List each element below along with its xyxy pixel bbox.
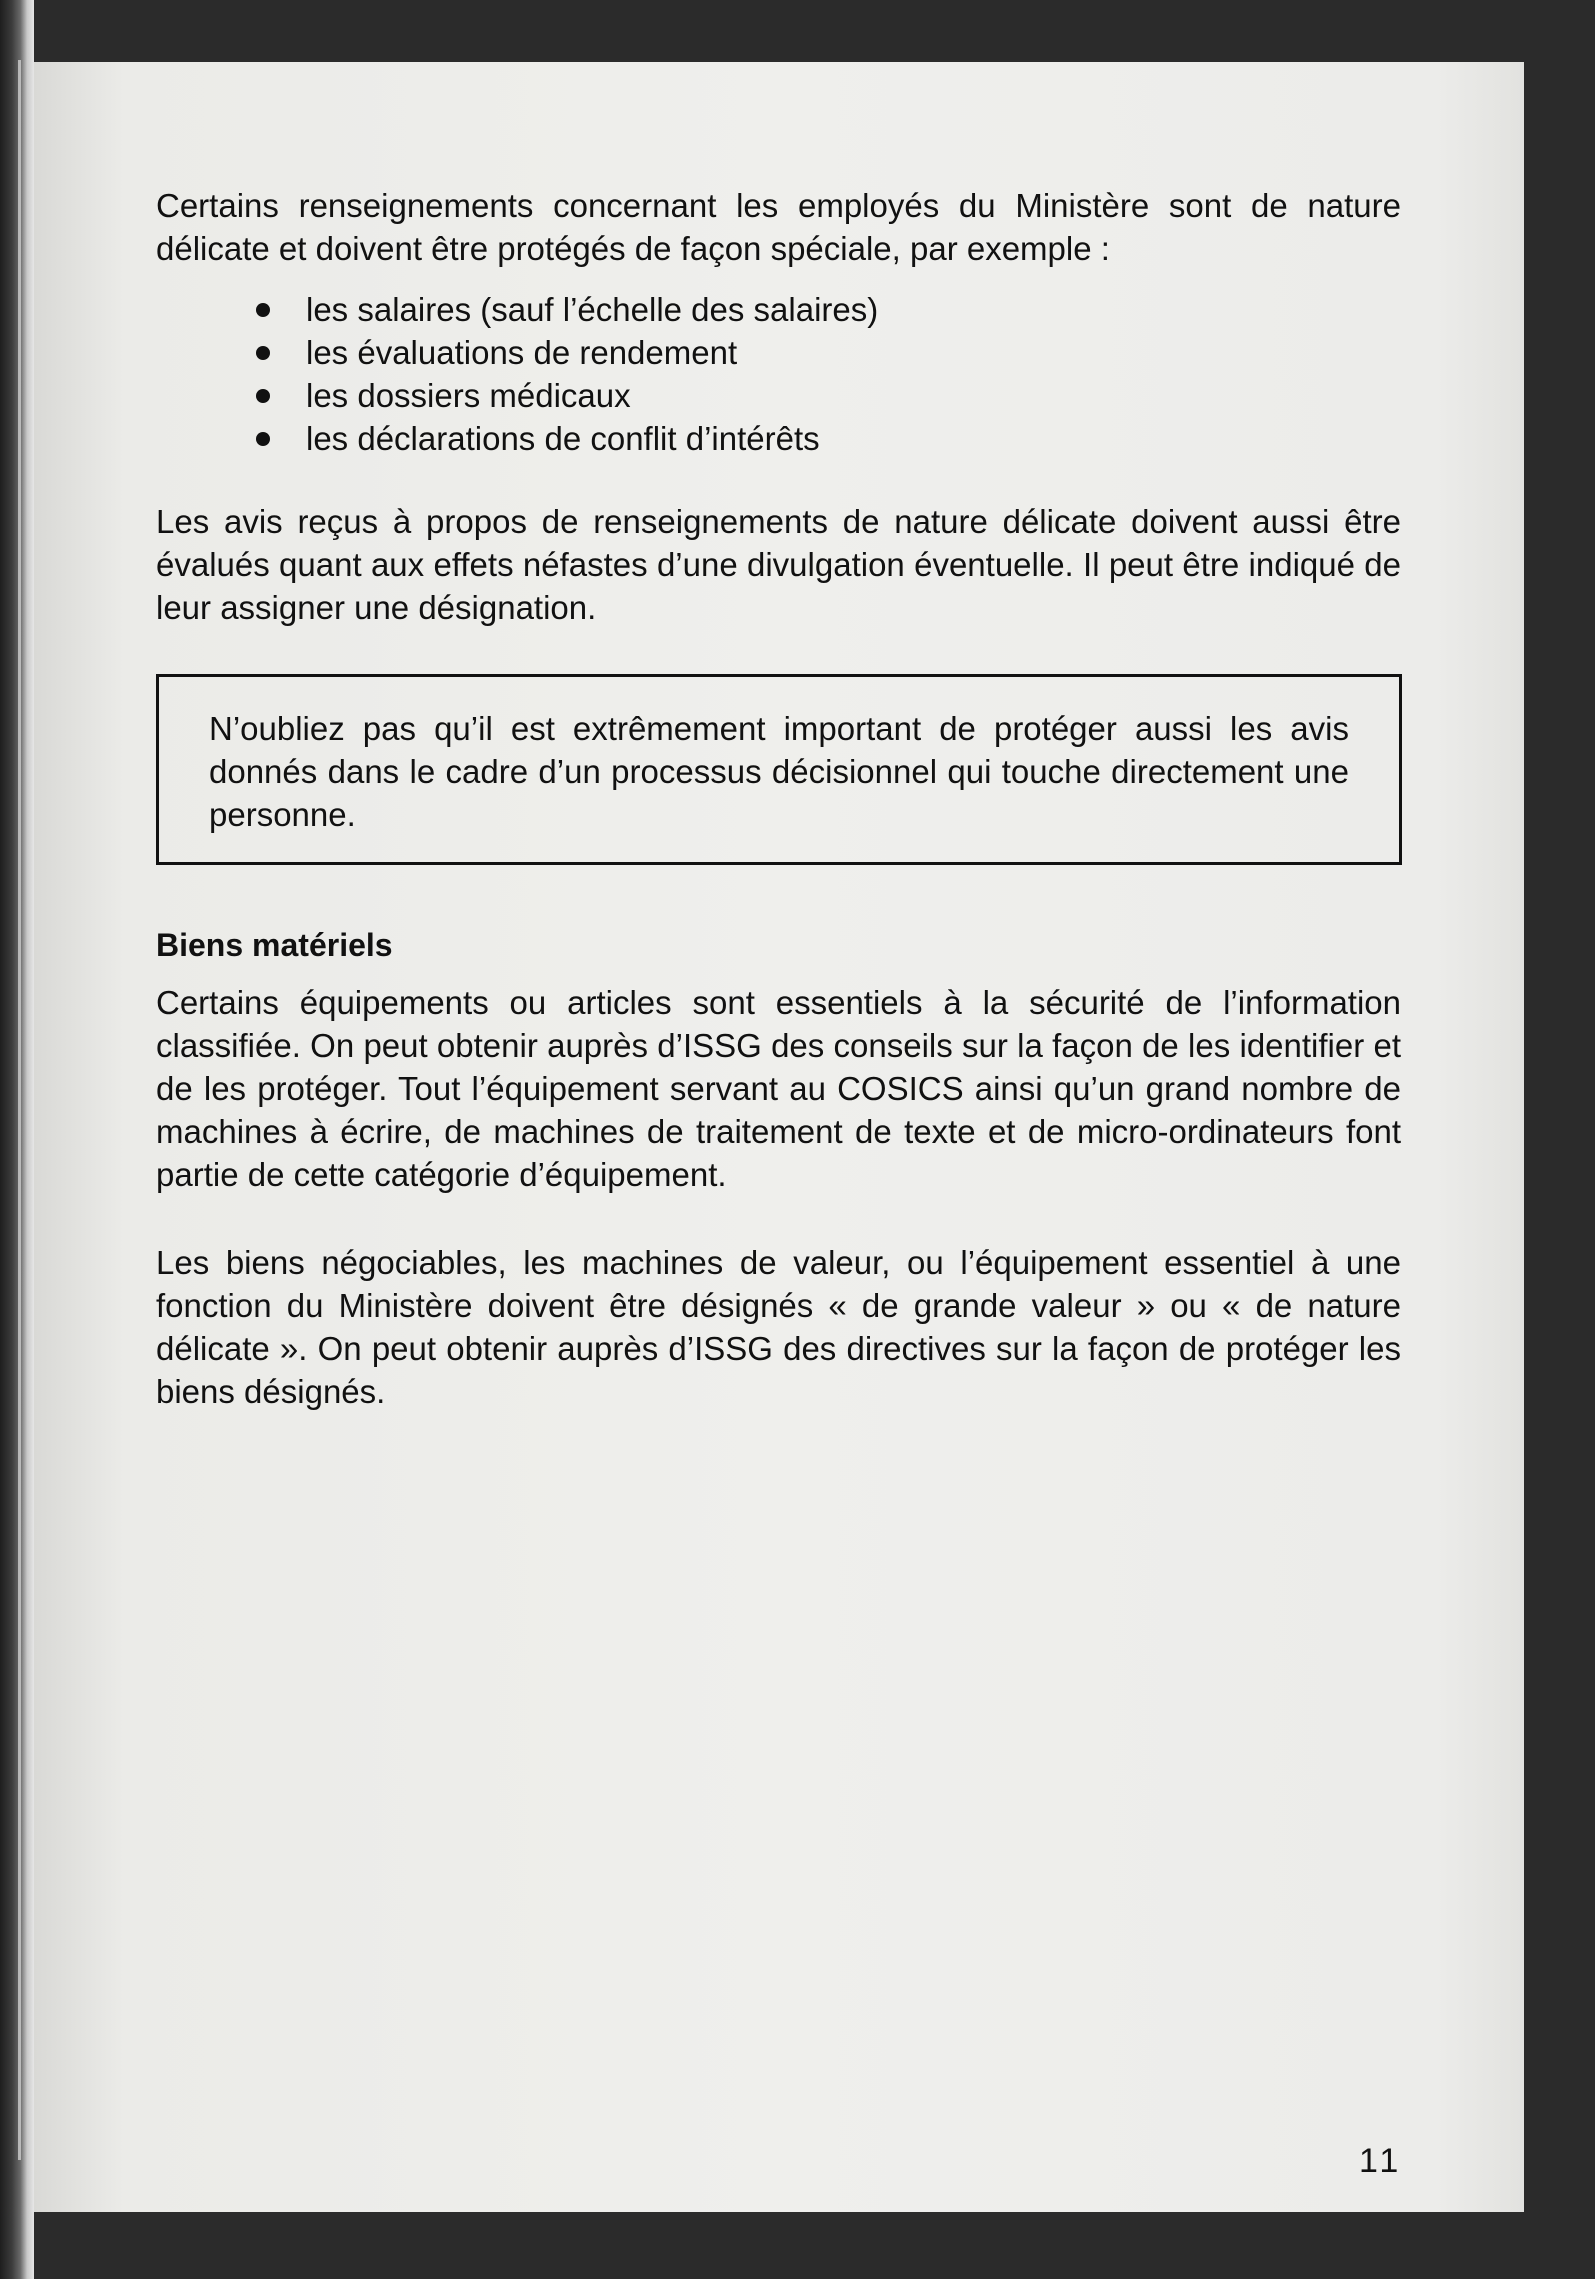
page-content [156, 184, 1401, 1413]
bullet-icon [256, 346, 270, 360]
list-item-text: les déclarations de conflit d’intérêts [306, 420, 820, 457]
list-item [256, 374, 1401, 417]
assets-paragraph: Les biens négociables, les machines de valeur, ou l’équipement essentiel à une fonction du Ministère doivent être désignés « de grande valeur » ou « de nature délicate ». On peut obtenir auprès d’ISSG des directives sur la façon de protéger les biens désignés. [156, 1244, 1401, 1410]
bullet-icon [256, 389, 270, 403]
list-item [256, 417, 1401, 460]
bullet-icon [256, 432, 270, 446]
avis-paragraph: Les avis reçus à propos de renseignements de nature délicate doivent aussi être évalués quant aux effets néfastes d’une divulgation éventuelle. Il peut être indiqué de leur assigner une désignation. [156, 503, 1401, 626]
sensitive-info-list [156, 288, 1401, 460]
notice-text: N’oubliez pas qu’il est extrêmement important de protéger aussi les avis donnés dans le cadre d’un processus décisionnel qui touche directement une personne. [209, 710, 1349, 833]
equipment-paragraph: Certains équipements ou articles sont essentiels à la sécurité de l’information classifiée. On peut obtenir auprès d’ISSG des conseils sur la façon de les identifier et de les protéger. Tout l’équipement servant au COSICS ainsi qu’un grand nombre de machines à écrire, de machines de traitement de texte et de micro-ordinateurs font partie de cette catégorie d’équipement. [156, 984, 1401, 1193]
list-item-text: les évaluations de rendement [306, 334, 738, 371]
book-spine [0, 0, 34, 2279]
spine-edge-line [18, 60, 21, 2160]
section-heading: Biens matériels [156, 927, 393, 963]
list-item-text: les dossiers médicaux [306, 377, 631, 414]
bullet-icon [256, 303, 270, 317]
list-item [256, 288, 1401, 331]
spacer [156, 1196, 1401, 1241]
list-item [256, 331, 1401, 374]
page-number: 11 [1359, 2142, 1403, 2180]
list-item-text: les salaires (sauf l’échelle des salaires) [306, 291, 879, 328]
intro-paragraph: Certains renseignements concernant les employés du Ministère sont de nature délicate et doivent être protégés de façon spéciale, par exemple : [156, 187, 1401, 267]
spacer [156, 629, 1401, 674]
notice-box [156, 674, 1402, 865]
document-page [34, 62, 1524, 2212]
